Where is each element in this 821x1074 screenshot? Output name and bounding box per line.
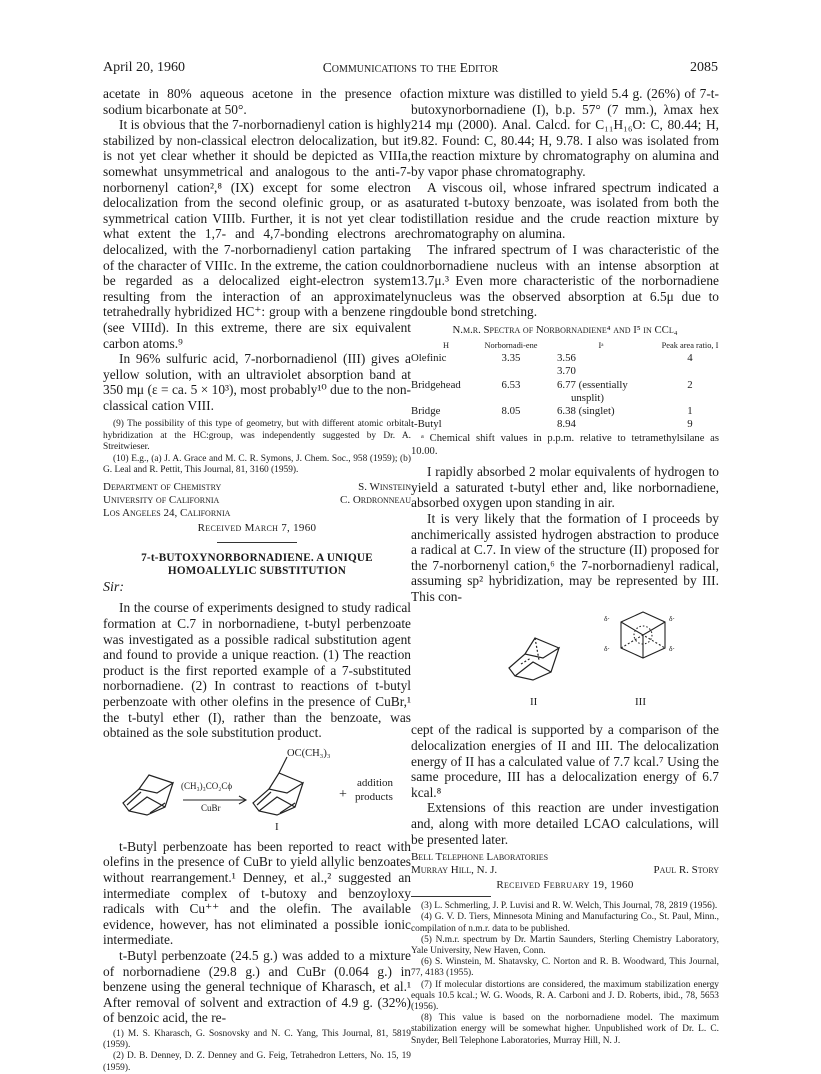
table-cell: 4 bbox=[687, 352, 693, 365]
paragraph: A viscous oil, whose infrared spectrum indicated a saturated t-butoxy benzoate, was isolated from both the distillation residue and the crude reaction mixture by chromatography on alumina. bbox=[411, 179, 719, 242]
table-cell: 3.35 bbox=[501, 352, 521, 365]
table-cell bbox=[411, 365, 481, 378]
affiliation: Bell Telephone Laboratories bbox=[411, 851, 549, 864]
delta-label: δ· bbox=[669, 614, 676, 624]
table-row bbox=[411, 418, 719, 431]
compound-label: I bbox=[275, 820, 279, 833]
salutation: Sir: bbox=[103, 580, 124, 596]
table-row bbox=[411, 379, 719, 392]
paragraph: action mixture was distilled to yield 5.4 g. (26%) of 7-t-butoxynorbornadiene (I), b.p. 57° (7 mm.), λmax hex 214 mμ (2000). Anal. Calcd. for C₁₁H₁₆O: C, 80.44; H, 9.82. Found: C, 80.44; H, 9.78. I also was isolated from the reaction mixture by chromatography on alumina and by vapor phase chromatography. bbox=[411, 86, 719, 179]
radical-figures bbox=[411, 606, 719, 718]
norbornadiene-structure bbox=[123, 775, 173, 815]
paragraph: In 96% sulfuric acid, 7-norbornadienol (III) gives a yellow solution, with an ultraviolet absorption band at 350 mμ (ε = ca. 5 × 10³), most probably¹⁰ due to the non-classical cation VIII. bbox=[103, 351, 411, 413]
footnote-6: (6) S. Winstein, M. Shatavsky, C. Norton and R. B. Woodward, This Journal, 77, 4183 (1955). bbox=[411, 957, 719, 979]
paragraph: Extensions of this reaction are under investigation and, along with more detailed LCAO calculations, will be presented later. bbox=[411, 800, 719, 847]
paragraph: I rapidly absorbed 2 molar equivalents of hydrogen to yield a saturated t-butyl ether and, like norbornadiene, absorbed oxygen upon standing in air. bbox=[411, 464, 719, 511]
footnote-5: (5) N.m.r. spectrum by Dr. Martin Saunders, Sterling Chemistry Laboratory, Yale University, New Haven, Conn. bbox=[411, 934, 719, 957]
author-line bbox=[103, 481, 411, 494]
addition-label: addition bbox=[357, 776, 394, 789]
table-cell: 3.56 bbox=[557, 352, 576, 365]
reaction-scheme-drawing bbox=[103, 745, 411, 835]
table-cell: 6.77 (essentially bbox=[557, 378, 628, 391]
table-cell: 8.94 bbox=[557, 418, 576, 431]
delta-label: δ· bbox=[669, 644, 676, 654]
paragraph: It is very likely that the formation of I proceeds by anchimerically assisted hydrogen abstraction to produce a radical at C.7. In view of the structure (II) proposed for the 7-norbornenyl cation,⁶ the 7-norbornadienyl radical, assuming sp² hybridization, may be represented by III. This con- bbox=[411, 510, 719, 604]
table-header-row bbox=[411, 339, 719, 352]
paragraph: cept of the radical is supported by a comparison of the delocalization energies of II and III. The delocalization energy of II has a calculated value of 7.7 kcal.⁷ Using the same procedure, III has a delocalization energy of 6.7 kcal.⁸ bbox=[411, 722, 719, 800]
reagent-label: (CH₃)₃CO₂Cϕ bbox=[181, 780, 233, 791]
footnote-4: (4) G. V. D. Tiers, Minnesota Mining and Manufacturing Co., St. Paul, Minn., compilation of n.m.r. data to be published. bbox=[411, 912, 719, 934]
table-cell: unsplit) bbox=[571, 391, 604, 404]
paragraph: acetate in 80% aqueous acetone in the presence of sodium bicarbonate at 50°. bbox=[103, 86, 411, 117]
author-line bbox=[103, 494, 411, 507]
table-cell bbox=[481, 365, 541, 378]
footnote-3: (3) L. Schmerling, J. P. Luvisi and R. W. Welch, This Journal, 78, 2819 (1956). bbox=[421, 901, 718, 912]
products-label: products bbox=[355, 790, 393, 803]
author-name: C. Ordronneau bbox=[339, 494, 411, 507]
footnote-7: (7) If molecular distortions are considered, the maximum stabilization energy equals 10.5 kcal.; W. G. Woods, R. A. Carboni and J. D. Roberts, ibid., 78, 5653 (1956). bbox=[411, 979, 719, 1013]
table-cell: 3.70 bbox=[557, 365, 576, 378]
column-header: Norbornadi-ene bbox=[484, 340, 538, 350]
table-cell: t-Butyl bbox=[411, 418, 442, 431]
header-section: Communications to the Editor bbox=[322, 60, 499, 75]
table-cell: 2 bbox=[687, 378, 693, 391]
table-cell: 6.53 bbox=[501, 378, 521, 391]
table-cell: 1 bbox=[687, 404, 693, 417]
table-row bbox=[411, 392, 719, 405]
table-cell: 8.05 bbox=[501, 404, 521, 417]
footnote-9: (9) The possibility of this type of geometry, but with different atomic orbital hybridization at the HC:group, was independently suggested by Dr. A. Streitwieser. bbox=[103, 419, 411, 452]
table-row bbox=[411, 405, 719, 418]
structure-ii bbox=[509, 638, 559, 680]
table-cell bbox=[661, 392, 719, 405]
column-header: Peak area ratio, I bbox=[661, 340, 719, 350]
received-date: Received March 7, 1960 bbox=[197, 522, 317, 535]
table-cell: 6.38 (singlet) bbox=[557, 404, 615, 417]
table-row bbox=[411, 352, 719, 365]
right-column bbox=[411, 86, 719, 1047]
reaction-scheme bbox=[103, 745, 411, 835]
left-column bbox=[103, 86, 411, 1074]
product-structure bbox=[253, 757, 303, 815]
header-page-number: 2085 bbox=[690, 60, 718, 75]
plus-sign: + bbox=[339, 786, 347, 802]
header-date: April 20, 1960 bbox=[103, 60, 186, 75]
received-date: Received February 19, 1960 bbox=[496, 879, 634, 892]
structure-iii bbox=[621, 612, 665, 658]
paragraph: The infrared spectrum of I was characteristic of the norbornadiene nucleus with an intense absorption at 13.7μ.³ Even more characteristic of the norbornadiene nucleus was the observed absorption at 6.5μ due to double bond stretching. bbox=[411, 241, 719, 320]
table-cell bbox=[481, 392, 541, 405]
author-name: Paul R. Story bbox=[653, 864, 719, 877]
table-cell bbox=[411, 392, 481, 405]
paragraph: In the course of experiments designed to study radical formation at C.7 in norbornadiene, t-butyl perbenzoate was investigated as a possible radical substitution agent and found to provide a unique reaction. (1) The reaction product is the first reported example of a 7-substituted norbornadiene. (2) In contrast to reactions of t-butyl perbenzoate with other olefins in the presence of CuBr,¹ the t-butyl ether (I), rather than the benzoate, was obtained as the sole substitution product. bbox=[103, 600, 411, 741]
affiliation: Department of Chemistry bbox=[103, 481, 222, 494]
footnote-10: (10) E.g., (a) J. A. Grace and M. C. R. Symons, J. Chem. Soc., 958 (1959); (b) G. Leal and R. Pettit, This Journal, 81, 3160 (1959). bbox=[103, 454, 411, 476]
footnote-8: (8) This value is based on the norbornadiene model. The maximum stabilization energy will be somewhat higher. Unpublished work of Dr. L. C. Snyder, Bell Telephone Laboratories, Murray Hill, N. J. bbox=[411, 1013, 719, 1046]
divider bbox=[217, 542, 297, 543]
table-cell: Olefinic bbox=[411, 352, 447, 365]
nmr-table bbox=[411, 339, 719, 431]
delta-label: δ· bbox=[604, 614, 611, 624]
substituent-label: OC(CH₃)₃ bbox=[287, 747, 331, 759]
structure-label-ii: II bbox=[530, 696, 538, 709]
author-name: S. Winstein bbox=[358, 481, 411, 494]
structure-label-iii: III bbox=[635, 696, 646, 709]
author-line bbox=[103, 507, 411, 520]
paragraph: t-Butyl perbenzoate (24.5 g.) was added to a mixture of norbornadiene (29.8 g.) and CuBr (0.064 g.) in benzene using the general technique of Kharasch, et al.¹ After removal of solvent and extraction of 4.9 g. (32%) of benzoic acid, the re- bbox=[103, 947, 411, 1026]
footnote-1: (1) M. S. Kharasch, G. Sosnovsky and N. C. Yang, This Journal, 81, 5819 (1959). bbox=[103, 1028, 411, 1051]
divider bbox=[411, 896, 491, 897]
table-cell bbox=[661, 365, 719, 378]
table-cell: 9 bbox=[687, 418, 693, 431]
article-title: 7-t-BUTOXYNORBORNADIENE. A UNIQUE bbox=[141, 552, 373, 565]
table-cell: Bridgehead bbox=[411, 378, 461, 391]
paragraph: t-Butyl perbenzoate has been reported to react with olefins in the presence of CuBr to yield allylic benzoates without rearrangement.¹ Denney, et al.,² suggested an intermediate complex of t-butoxy and benzoyloxy radicals with Cu⁺⁺ and the olefin. The available evidence, however, has not eliminated a possible ionic intermediate. bbox=[103, 838, 411, 948]
paragraph: It is obvious that the 7-norbornadienyl cation is highly stabilized by non-classical electron delocalization, but it is not yet clear whether it should be depicted as VIIIa, somewhat unsymmetrical and analogous to the anti-7-norbornenyl cation²,⁸ (IX) except for some electron delocalization from the second olefinic group, or as a symmetrical cation VIIIb. Further, it is not yet clear to what extent the 1,7- and 4,7-bonding electrons are delocalized, with the 7-norbornadienyl cation partaking of the character of VIIIc. In the extreme, the cation could be regarded as a delocalized eight-electron system resulting from the interaction of an approximately tetrahedrally hybridized HC⁺: group with a benzene ring (see VIIId). In this extreme, there are six equivalent carbon atoms.⁹ bbox=[103, 117, 411, 351]
catalyst-label: CuBr bbox=[201, 802, 221, 813]
affiliation: University of California bbox=[103, 494, 220, 507]
affiliation: Los Angeles 24, California bbox=[103, 507, 231, 520]
column-header: Iᵃ bbox=[598, 340, 604, 350]
table-row bbox=[411, 365, 719, 378]
footnote-2: (2) D. B. Denney, D. Z. Denney and G. Feig, Tetrahedron Letters, No. 15, 19 (1959). bbox=[103, 1051, 411, 1073]
author-line bbox=[411, 864, 719, 877]
table-cell: Bridge bbox=[411, 404, 441, 417]
affiliation: Murray Hill, N. J. bbox=[411, 864, 498, 877]
article-title: HOMOALLYLIC SUBSTITUTION bbox=[167, 565, 347, 578]
author-line bbox=[411, 851, 719, 864]
table-cell bbox=[481, 418, 541, 431]
table-footnote: ᵃ Chemical shift values in p.p.m. relative to tetramethylsilane as 10.00. bbox=[411, 433, 719, 457]
table-caption: N.m.r. Spectra of Norbornadiene⁴ and I⁵ in CCl₄ bbox=[452, 323, 678, 336]
delta-label: δ· bbox=[604, 644, 611, 654]
column-header: H bbox=[442, 340, 450, 350]
